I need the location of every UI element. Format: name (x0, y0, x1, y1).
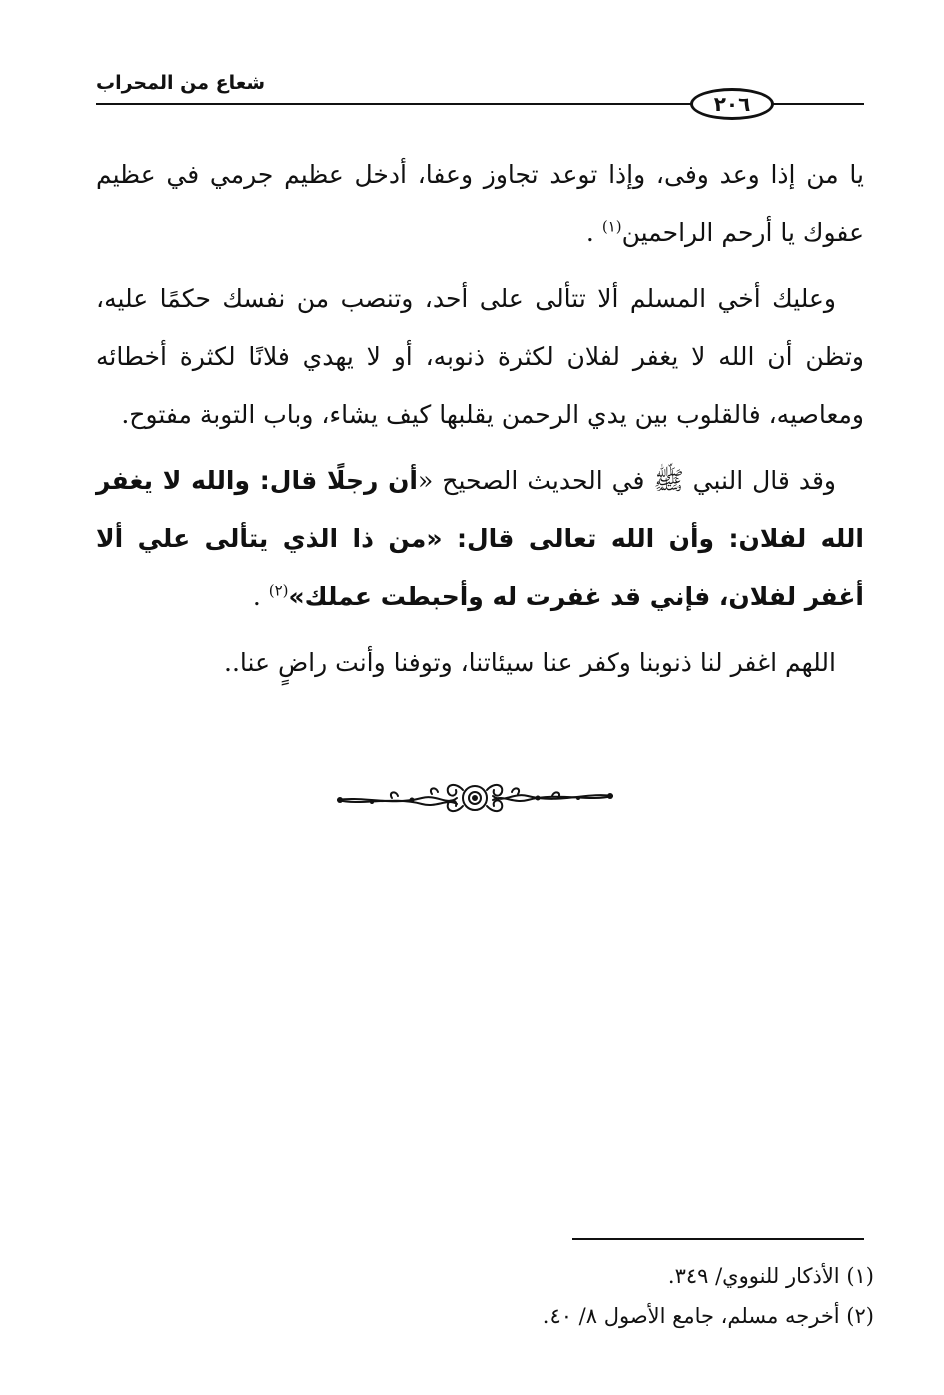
hadith-quote: أن رجلًا قال: والله لا يغفر الله لفلان: وأن الله تعالى قال: «من ذا الذي يتألى علي ألا أغفر لفلان، فإني قد غفرت له وأحبطت عملك» (96, 466, 864, 611)
paragraph-4-text: اللهم اغفر لنا ذنوبنا وكفر عنا سيئاتنا، وتوفنا وأنت راضٍ عنا.. (224, 648, 836, 677)
page-number: ٢٠٦ (713, 92, 751, 116)
paragraph-2-text: وعليك أخي المسلم ألا تتألى على أحد، وتنصب من نفسك حكمًا عليه، وتظن أن الله لا يغفر لفلان لكثرة ذنوبه، أو لا يهدي فلانًا لكثرة أخطائه ومعاصيه، فالقلوب بين يدي الرحمن يقلبها كيف يشاء، وباب التوبة مفتوح. (96, 284, 864, 429)
page-number-badge (690, 88, 774, 120)
footnote-2: (٢) أخرجه مسلم، جامع الأصول ٨/ ٤٠. (542, 1304, 874, 1328)
footnotes (96, 1256, 874, 1336)
paragraph-1 (96, 146, 864, 262)
paragraph-3 (96, 452, 864, 626)
running-header-title: شعاع من المحراب (96, 72, 266, 94)
footnote-ref-2: (٢) (268, 581, 289, 600)
paragraph-1-end: . (585, 218, 594, 247)
footnote-1: (١) الأذكار للنووي/ ٣٤٩. (667, 1264, 874, 1288)
paragraph-4 (96, 634, 864, 692)
main-text (96, 146, 864, 700)
paragraph-2 (96, 270, 864, 444)
paragraph-3-end: . (252, 582, 261, 611)
paragraph-1-text: يا من إذا وعد وفى، وإذا توعد تجاوز وعفا، أدخل عظيم جرمي في عظيم عفوك يا أرحم الراحمين (96, 160, 864, 247)
footnote-separator (572, 1238, 864, 1240)
floral-divider-icon (332, 776, 618, 820)
paragraph-3-lead: وقد قال النبي ﷺ في الحديث الصحيح « (418, 466, 836, 495)
footnote-ref-1: (١) (601, 217, 622, 236)
